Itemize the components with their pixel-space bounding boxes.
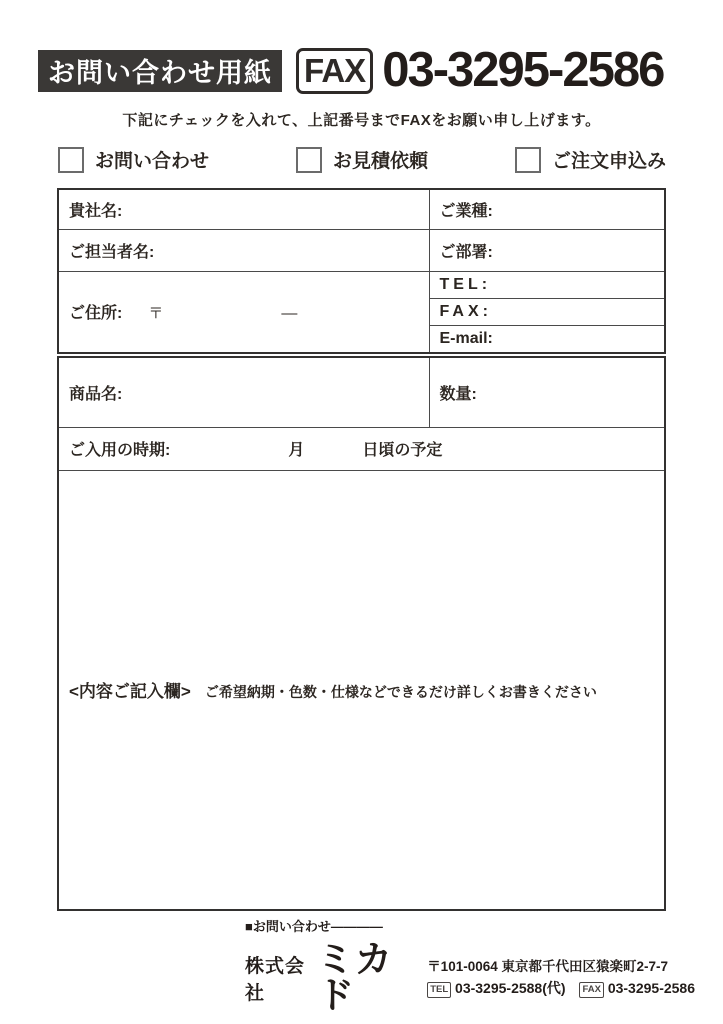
checkbox-inquiry[interactable] bbox=[58, 147, 84, 173]
timing-field[interactable] bbox=[58, 427, 665, 470]
department-field[interactable]: ご部署: bbox=[429, 229, 665, 271]
fax-badge-icon: FAX bbox=[579, 982, 603, 999]
checkbox-estimate-label: お見積依頼 bbox=[332, 151, 428, 172]
day-label: 日頃の予定 bbox=[362, 442, 443, 459]
content-entry-note: ご希望納期・色数・仕様などできるだけ詳しくお書きください bbox=[204, 684, 597, 701]
checkbox-row bbox=[58, 146, 666, 173]
timing-label: ご入用の時期: bbox=[69, 442, 171, 459]
table-row bbox=[58, 229, 665, 271]
address-field[interactable] bbox=[58, 271, 429, 353]
table-row bbox=[58, 470, 665, 910]
fax-icon: FAX bbox=[296, 48, 373, 94]
checkbox-order-label: ご注文申込み bbox=[551, 151, 666, 172]
footer-address-block bbox=[427, 957, 695, 1000]
contact-person-field[interactable]: ご担当者名: bbox=[58, 229, 429, 271]
checkbox-item-order bbox=[515, 146, 666, 173]
table-row bbox=[58, 189, 665, 229]
table-row bbox=[58, 427, 665, 470]
footer-company-row bbox=[245, 940, 695, 1016]
company-logo: ミカド bbox=[316, 940, 393, 1016]
checkbox-estimate[interactable] bbox=[296, 147, 322, 173]
table-row bbox=[58, 271, 665, 298]
checkbox-inquiry-label: お問い合わせ bbox=[95, 151, 210, 172]
quantity-field[interactable]: 数量: bbox=[429, 357, 665, 427]
checkbox-order[interactable] bbox=[515, 147, 541, 173]
postal-dash: — bbox=[281, 305, 298, 323]
footer-phone-line bbox=[427, 978, 695, 1000]
address-label: ご住所: bbox=[69, 305, 123, 323]
company-name-field[interactable]: 貴社名: bbox=[58, 189, 429, 229]
fax-field[interactable]: FAX: bbox=[429, 298, 665, 325]
header bbox=[38, 43, 664, 97]
content-entry-title: <内容ご記入欄> bbox=[69, 682, 191, 702]
table-row bbox=[58, 357, 665, 427]
footer-contact-heading: ■お問い合わせ―――― bbox=[245, 919, 383, 934]
footer-fax-number: 03-3295-2586 bbox=[607, 979, 695, 996]
month-label: 月 bbox=[288, 442, 305, 459]
checkbox-item-estimate bbox=[296, 146, 428, 173]
header-fax-number: 03-3295-2586 bbox=[382, 43, 664, 97]
product-name-field[interactable]: 商品名: bbox=[58, 357, 429, 427]
footer bbox=[245, 916, 695, 1016]
company-info-table bbox=[57, 188, 666, 354]
industry-field[interactable]: ご業種: bbox=[429, 189, 665, 229]
postal-mark: 〒 bbox=[148, 305, 164, 323]
footer-postal-address: 〒101-0064 東京都千代田区猿楽町2-7-7 bbox=[427, 958, 669, 974]
company-prefix: 株式会社 bbox=[245, 956, 306, 1004]
order-detail-table bbox=[57, 356, 666, 911]
content-entry-field[interactable] bbox=[58, 470, 665, 910]
page-title: お問い合わせ用紙 bbox=[38, 50, 282, 92]
tel-badge-icon: TEL bbox=[427, 982, 451, 999]
instruction-text: 下記にチェックを入れて、上記番号までFAXをお願い申し上げます。 bbox=[122, 112, 601, 129]
email-field[interactable]: E-mail: bbox=[429, 325, 665, 353]
footer-tel-number: 03-3295-2588(代) bbox=[455, 979, 566, 996]
tel-field[interactable]: TEL: bbox=[429, 271, 665, 298]
checkbox-item-inquiry bbox=[58, 146, 209, 173]
